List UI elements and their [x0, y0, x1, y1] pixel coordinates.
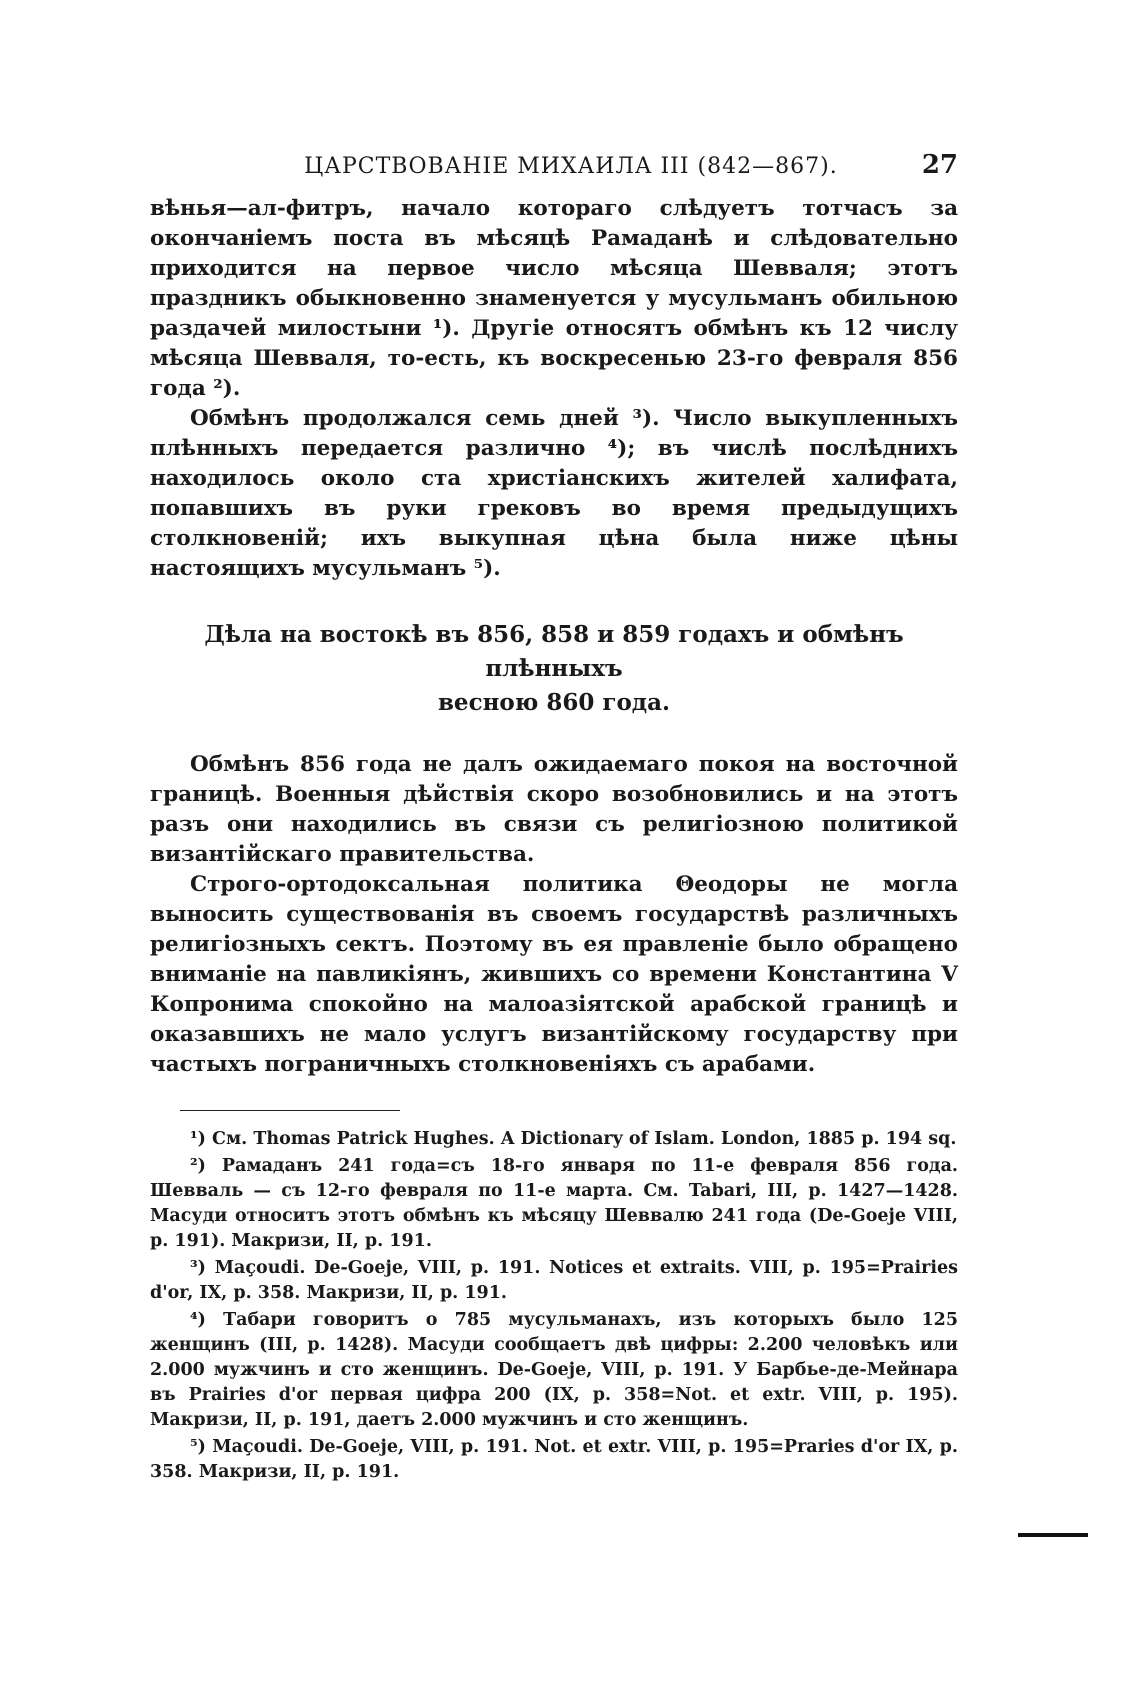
paragraph: Обмѣнъ 856 года не далъ ожидаемаго покоя на восточной границѣ. Военныя дѣйствія скоро возобновились и на этотъ разъ они находились въ связи съ религіозною политикой византійскаго правительства. [150, 752, 958, 867]
footnote: ²) Рамаданъ 241 года=съ 18-го января по 11-е февраля 856 года. Шевваль — съ 12-го февраля по 11-е марта. См. Tabari, III, p. 1427—1428. Масуди относитъ этотъ обмѣнъ къ мѣсяцу Шеввалю 241 года (De-Goeje VIII, p. 191). Макризи, II, p. 191. [150, 1156, 958, 1251]
footnote: ⁵) Maçoudi. De-Goeje, VIII, p. 191. Not. et extr. VIII, p. 195=Praries d'or IX, p. 358. Макризи, II, p. 191. [150, 1437, 958, 1482]
margin-mark [1018, 1533, 1088, 1537]
section-heading [150, 618, 958, 720]
footnote: ⁴) Табари говоритъ о 785 мусульманахъ, изъ которыхъ было 125 женщинъ (III, p. 1428). Масуди сообщаетъ двѣ цифры: 2.200 человѣкъ или 2.000 мужчинъ и сто женщинъ. De-Goeje, VIII, p. 191. У Барбье-де-Мейнара въ Prairies d'or первая цифра 200 (IX, p. 358=Not. et extr. VIII, p. 195). Макризи, II, p. 191, даетъ 2.000 мужчинъ и сто женщинъ. [150, 1310, 958, 1430]
section-heading-line: Дѣла на востокѣ въ 856, 858 и 859 годахъ и обмѣнъ плѣнныхъ [204, 621, 904, 682]
footnote: ³) Maçoudi. De-Goeje, VIII, p. 191. Notices et extraits. VIII, p. 195=Prairies d'or, IX, p. 358. Макризи, II, p. 191. [150, 1258, 958, 1303]
section-heading-line: весною 860 года. [437, 689, 671, 716]
paragraph: вѣнья—ал-фитръ, начало котораго слѣдуетъ тотчасъ за окончаніемъ поста въ мѣсяцѣ Рамаданѣ и слѣдовательно приходится на первое число мѣсяца Шевваля; этотъ праздникъ обыкновенно знаменуется у мусульманъ обильною раздачей милостыни ¹). Другіе относятъ обмѣнъ къ 12 числу мѣсяца Шевваля, то-есть, къ воскресенью 23-го февраля 856 года ²). [150, 196, 958, 401]
paragraph: Строго-ортодоксальная политика Θеодоры не могла выносить существованія въ своемъ государствѣ различныхъ религіозныхъ сектъ. Поэтому въ ея правленіе было обращено вниманіе на павликіянъ, жившихъ со времени Константина V Копронима спокойно на малоазіятской арабской границѣ и оказавшихъ не мало услугъ византійскому государству при частыхъ пограничныхъ столкновеніяхъ съ арабами. [150, 872, 958, 1077]
paragraph: Обмѣнъ продолжался семь дней ³). Число выкупленныхъ плѣнныхъ передается различно ⁴); въ числѣ послѣднихъ находилось около ста христіанскихъ жителей халифата, попавшихъ въ руки грековъ во время предыдущихъ столкновеній; ихъ выкупная цѣна была ниже цѣны настоящихъ мусульманъ ⁵). [150, 406, 958, 581]
page-header [150, 150, 958, 180]
footnote-divider [180, 1110, 400, 1111]
book-page [150, 150, 958, 1487]
running-title: ЦАРСТВОВАНІЕ МИХАИЛА III (842—867). [304, 154, 838, 179]
footnote: ¹) См. Thomas Patrick Hughes. A Dictionary of Islam. London, 1885 p. 194 sq. [190, 1129, 957, 1149]
page-number: 27 [921, 150, 958, 180]
